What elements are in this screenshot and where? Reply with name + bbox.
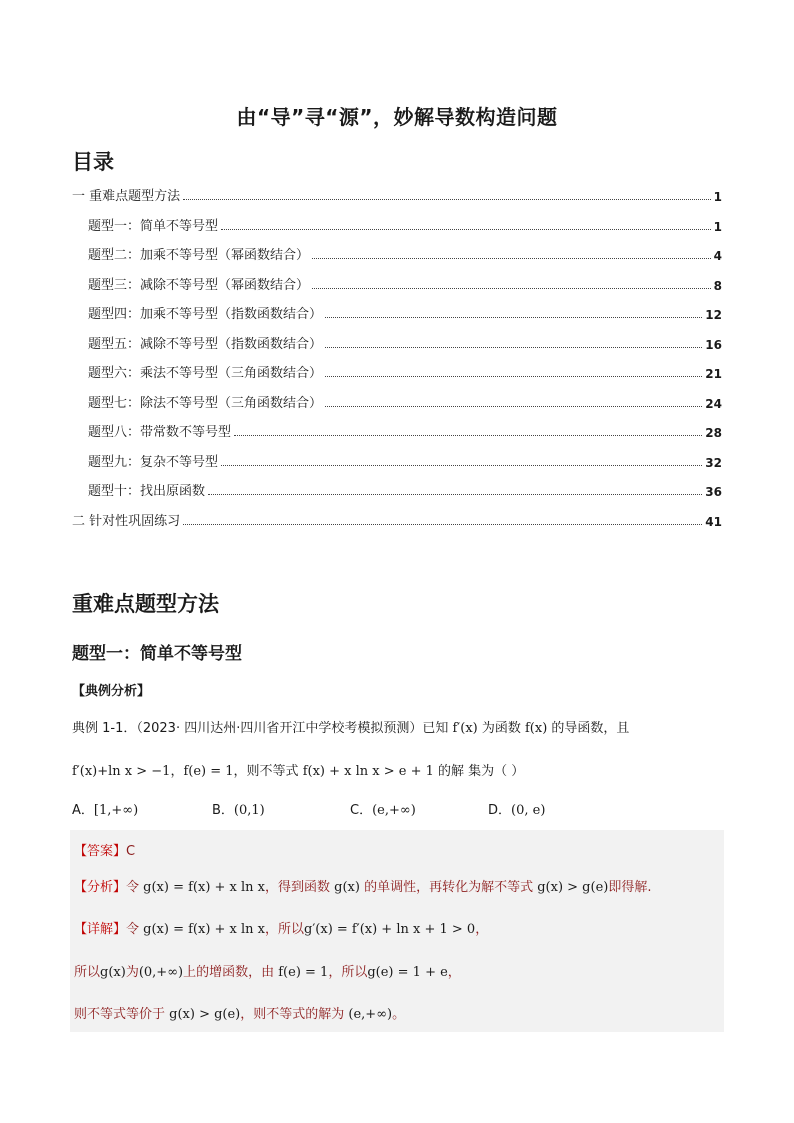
toc-entry-label[interactable]: 题型八：带常数不等号型 xyxy=(88,425,232,440)
toc-page-number: 4 xyxy=(713,249,722,263)
problem-text: 为函数 xyxy=(477,721,525,736)
toc-leader-dots xyxy=(234,434,702,436)
solution-text: 上的增函数，由 xyxy=(183,965,279,980)
toc-entry[interactable] xyxy=(88,446,722,470)
math-expression: (0,+∞) xyxy=(138,965,184,980)
toc-entry[interactable] xyxy=(88,357,722,381)
toc-entry[interactable] xyxy=(88,210,722,234)
toc-page-number: 1 xyxy=(713,190,722,204)
choice-letter: B． xyxy=(212,803,234,818)
toc-entry[interactable] xyxy=(88,239,722,263)
solution-text: 所以 xyxy=(74,965,101,980)
toc-leader-dots xyxy=(208,493,702,495)
toc-leader-dots xyxy=(221,464,702,466)
toc-entry-label[interactable]: 题型二：加乘不等号型（幂函数结合） xyxy=(88,248,310,263)
toc-entry[interactable] xyxy=(72,180,722,204)
toc-page-number: 41 xyxy=(705,515,722,529)
math-expression: f′(x) xyxy=(452,721,478,736)
toc-leader-dots xyxy=(183,198,711,200)
toc-entry-label[interactable]: 题型六：乘法不等号型（三角函数结合） xyxy=(88,366,323,381)
problem-text: ， xyxy=(170,764,184,779)
choice-b xyxy=(212,799,265,818)
toc-leader-dots xyxy=(325,346,702,348)
math-expression: f(e) = 1 xyxy=(278,965,329,980)
toc-leader-dots xyxy=(325,375,702,377)
solution-text: 即得解. xyxy=(608,880,652,895)
toc-page-number: 28 xyxy=(705,426,722,440)
problem-text: 的解 集为（ ） xyxy=(433,764,525,779)
toc-entry[interactable] xyxy=(88,328,722,352)
toc-page-number: 24 xyxy=(705,397,722,411)
subsection-heading: 题型一：简单不等号型 xyxy=(72,644,242,664)
toc-leader-dots xyxy=(183,523,702,525)
math-expression: g′(x) = f′(x) + ln x + 1 > 0 xyxy=(304,922,476,937)
toc-entry[interactable] xyxy=(72,505,722,529)
math-expression: g(x) = f(x) + x ln x xyxy=(143,922,266,937)
solution-text: 则不等式等价于 xyxy=(74,1007,170,1022)
math-expression: (e,+∞) xyxy=(348,1007,393,1022)
math-expression: g(x) xyxy=(334,880,360,895)
choice-a xyxy=(72,799,138,818)
solution-text: 令 xyxy=(126,922,144,937)
toc-page-number: 8 xyxy=(713,279,722,293)
toc-entry[interactable] xyxy=(88,475,722,499)
toc-leader-dots xyxy=(325,405,702,407)
detail-line xyxy=(74,918,488,937)
toc-page-number: 21 xyxy=(705,367,722,381)
toc-entry[interactable] xyxy=(88,416,722,440)
toc-entry-label[interactable]: 题型七：除法不等号型（三角函数结合） xyxy=(88,396,323,411)
solution-text: 。 xyxy=(392,1007,406,1022)
choice-value: [1,+∞) xyxy=(93,803,139,818)
math-expression: f′(x)+ln x > −1 xyxy=(72,764,171,779)
detail-label: 【详解】 xyxy=(74,922,127,937)
problem-text: 典例 1-1．（2023· 四川达州·四川省开江中学校考模拟预测）已知 xyxy=(72,721,453,736)
toc-leader-dots xyxy=(221,228,711,230)
math-expression: f(x) xyxy=(525,721,548,736)
toc-entry-label[interactable]: 题型九：复杂不等号型 xyxy=(88,455,219,470)
analysis-label: 【分析】 xyxy=(74,880,127,895)
toc-page-number: 1 xyxy=(713,220,722,234)
math-expression: f(e) = 1 xyxy=(183,764,234,779)
toc-page-number: 16 xyxy=(705,338,722,352)
solution-text: 令 xyxy=(126,880,144,895)
problem-text: 的导函数，且 xyxy=(547,721,630,736)
problem-line-1 xyxy=(72,717,722,736)
toc-entry-label[interactable]: 一 重难点题型方法 xyxy=(72,189,181,204)
toc-leader-dots xyxy=(312,257,711,259)
document-title: 由“导”寻“源”，妙解导数构造问题 xyxy=(236,105,558,129)
choice-value: (0, e) xyxy=(511,803,546,818)
toc-entry-label[interactable]: 题型三：减除不等号型（幂函数结合） xyxy=(88,278,310,293)
toc-leader-dots xyxy=(312,287,711,289)
toc-entry-label[interactable]: 题型一：简单不等号型 xyxy=(88,219,219,234)
toc-entry-label[interactable]: 题型四：加乘不等号型（指数函数结合） xyxy=(88,307,323,322)
toc-page-number: 12 xyxy=(705,308,722,322)
section-heading: 重难点题型方法 xyxy=(72,592,219,616)
solution-line-4 xyxy=(74,961,461,980)
toc-entry-label[interactable]: 题型十：找出原函数 xyxy=(88,484,206,499)
math-expression: f(x) + x ln x > e + 1 xyxy=(302,764,434,779)
math-expression: g(x) = f(x) + x ln x xyxy=(143,880,266,895)
choice-letter: C． xyxy=(350,803,373,818)
answer-line xyxy=(74,840,135,859)
problem-line-2 xyxy=(72,760,722,779)
solution-text: 为 xyxy=(125,965,139,980)
toc-heading: 目录 xyxy=(72,150,114,174)
math-expression: g(e) = 1 + e xyxy=(367,965,448,980)
solution-text: ，则不等式的解为 xyxy=(240,1007,349,1022)
choice-letter: A． xyxy=(72,803,94,818)
solution-text: ，所以 xyxy=(328,965,368,980)
math-expression: g(x) > g(e) xyxy=(169,1007,241,1022)
toc-page-number: 36 xyxy=(705,485,722,499)
choice-value: (0,1) xyxy=(233,803,265,818)
solution-text: 的单调性，再转化为解不等式 xyxy=(359,880,538,895)
solution-text: ， xyxy=(447,965,461,980)
choice-value: (e,+∞) xyxy=(372,803,416,818)
toc-entry[interactable] xyxy=(88,387,722,411)
choice-c xyxy=(350,799,416,818)
solution-text: ，得到函数 xyxy=(265,880,335,895)
math-expression: g(x) xyxy=(100,965,126,980)
analysis-line xyxy=(74,876,651,895)
toc-entry[interactable] xyxy=(88,298,722,322)
answer-label: 【答案】 xyxy=(74,844,127,859)
math-expression: g(x) > g(e) xyxy=(537,880,609,895)
toc-entry[interactable] xyxy=(88,269,722,293)
toc-leader-dots xyxy=(325,316,702,318)
solution-text: ，所以 xyxy=(265,922,305,937)
example-analysis-tag: 【典例分析】 xyxy=(72,684,151,699)
solution-text: ， xyxy=(475,922,489,937)
answer-value: C xyxy=(126,844,136,859)
toc-entry-label[interactable]: 题型五：减除不等号型（指数函数结合） xyxy=(88,337,323,352)
choice-letter: D． xyxy=(488,803,512,818)
problem-text: ，则不等式 xyxy=(233,764,303,779)
solution-line-5 xyxy=(74,1003,405,1022)
toc-entry-label[interactable]: 二 针对性巩固练习 xyxy=(72,514,181,529)
toc-page-number: 32 xyxy=(705,456,722,470)
choice-d xyxy=(488,799,545,818)
